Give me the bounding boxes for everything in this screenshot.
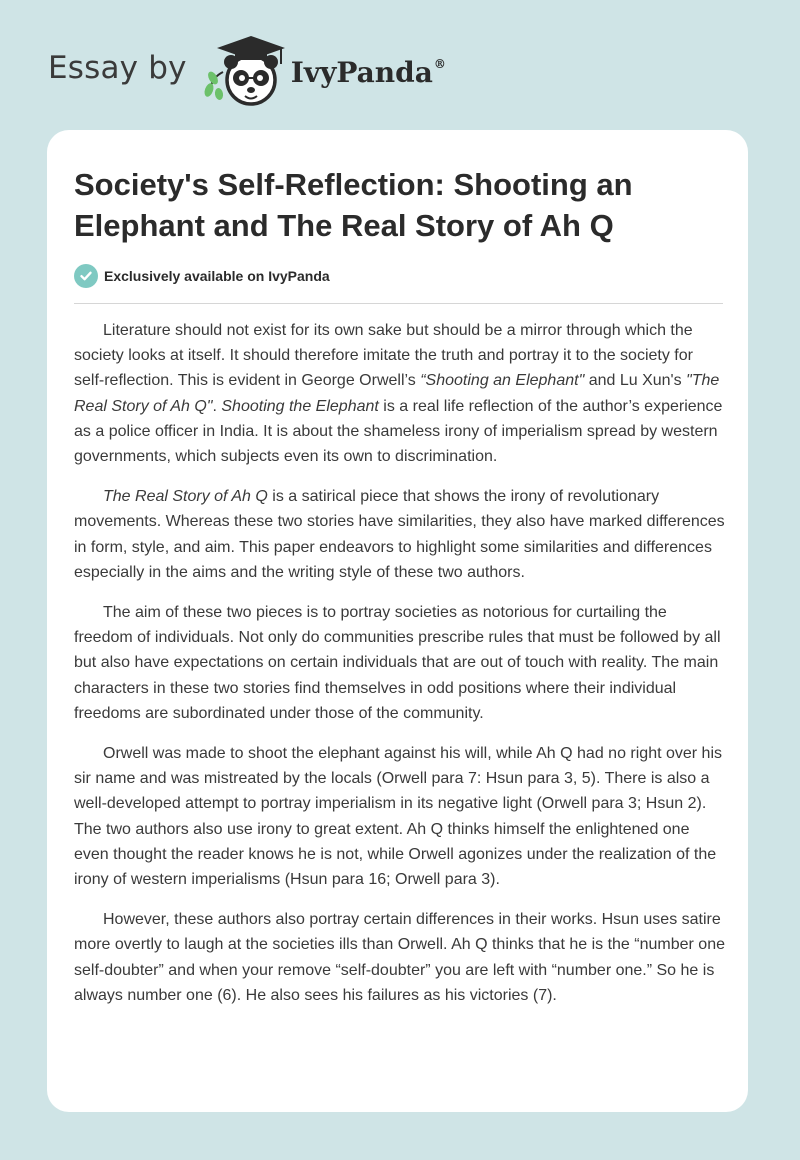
paragraph-text: .: [212, 397, 222, 415]
essay-by-label: Essay by: [48, 50, 187, 86]
paragraph-text: The aim of these two pieces is to portray societies as notorious for curtailing the freedom of individuals. Not only do communities prescribe rules that must be followed by all but also have expectations on certain individuals that are out of touch with reality. The main characters in these two stories find themselves in odd positions where their individual freedoms are subordinated under those of the community.: [74, 604, 721, 722]
italic-text: Shooting the Elephant: [221, 397, 379, 415]
italic-text: “Shooting an Elephant": [420, 372, 585, 390]
paragraph: [74, 907, 726, 1008]
italic-text: "The Real Story of Ah Q": [74, 372, 720, 415]
registered-mark: ®: [433, 56, 446, 71]
paragraph-text: However, these authors also portray certain differences in their works. Hsun uses satire more overtly to laugh at the societies ills than Orwell. Ah Q thinks that he is the “number one self-doubter” and when your remove “self-doubter” you are left with “number one.” So he is always number one (6). He also sees his failures as his victories (7).: [74, 911, 725, 1004]
paragraph-text: is a satirical piece that shows the irony of revolutionary movements. Whereas these two stories have similarities, they also have marked differences in form, style, and aim. This paper endeavors to highlight some similarities and differences especially in the aims and the writing style of these two authors.: [74, 488, 725, 581]
check-circle-icon: [74, 264, 98, 288]
paragraph-text: and Lu Xun's: [584, 372, 687, 390]
brand-name[interactable]: [291, 56, 446, 89]
paragraph-text: is a real life reflection of the author’s experience as a police officer in India. It is about the shameless irony of imperialism spread by western governments, which subjects even its own to discrimination.: [74, 397, 723, 466]
essay-card: [47, 130, 748, 1112]
graduate-panda-icon: [201, 34, 287, 110]
essay-title: Society's Self-Reflection: Shooting an Elephant and The Real Story of Ah Q: [74, 167, 633, 243]
brand-text: IvyPanda: [290, 55, 433, 89]
badge-label: Exclusively available on IvyPanda: [104, 268, 330, 284]
paragraph: [74, 484, 726, 585]
paragraph: [74, 318, 726, 469]
paragraph: [74, 741, 726, 892]
paragraph-text: Literature should not exist for its own sake but should be a mirror through which the society looks at itself. It should therefore imitate the truth and portray it to the society for self-reflection. This is evident in George Orwell’s: [74, 322, 693, 390]
paragraph: [74, 600, 726, 726]
essay-body: [74, 318, 726, 1023]
exclusive-badge: [74, 264, 330, 288]
divider: [74, 303, 723, 304]
paragraph-text: Orwell was made to shoot the elephant against his will, while Ah Q had no right over his sir name and was mistreated by the locals (Orwell para 7: Hsun para 3, 5). There is also a well-developed attempt to portray imperialism in its negative light (Orwell para 3; Hsun 2). The two authors also use irony to great extent. Ah Q thinks himself the enlightened one even thought the reader knows he is not, while Orwell agonizes under the realization of the irony of western imperialisms (Hsun para 16; Orwell para 3).: [74, 745, 722, 889]
italic-text: The Real Story of Ah Q: [103, 488, 268, 506]
site-header: [48, 34, 446, 110]
